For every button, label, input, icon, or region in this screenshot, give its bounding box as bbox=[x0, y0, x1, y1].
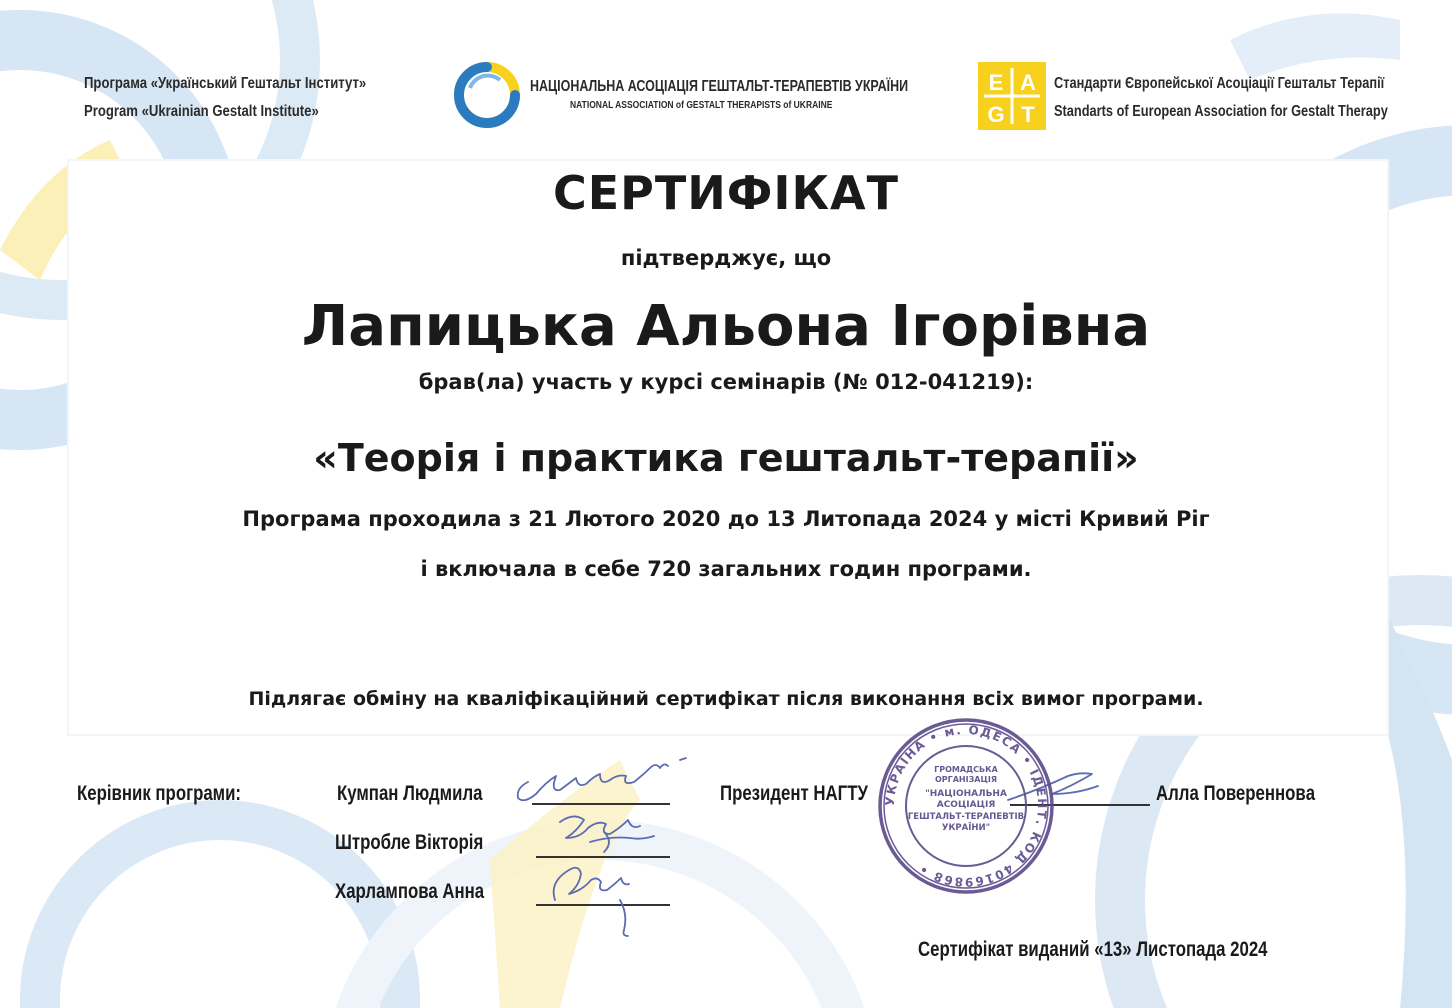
header-program-en: Program «Ukrainian Gestalt Institute» bbox=[84, 103, 319, 120]
naga-title bbox=[530, 78, 1015, 111]
program-hours-line: і включала в себе 720 загальних годин програми. bbox=[420, 557, 1032, 581]
header-eagt-standards bbox=[1054, 70, 1388, 126]
signature-line-2 bbox=[536, 856, 670, 858]
eagt-letter-g: G bbox=[987, 102, 1005, 127]
seal-line-1: ГРОМАДСЬКА bbox=[934, 765, 998, 774]
seal-line-2: ОРГАНІЗАЦІЯ bbox=[934, 775, 998, 784]
naga-title-uk: НАЦІОНАЛЬНА АСОЦІАЦІЯ ГЕШТАЛЬТ-ТЕРАПЕВТІВ УКРАЇНИ bbox=[530, 78, 909, 95]
signature-line-1 bbox=[532, 803, 670, 805]
naga-title-en: NATIONAL ASSOCIATION of GESTALT THERAPISTS of UKRAINE bbox=[570, 100, 833, 111]
course-title: «Теорія і практика гештальт-терапії» bbox=[313, 436, 1139, 480]
program-dates-line: Програма проходила з 21 Лютого 2020 до 13 Литопада 2024 у місті Кривий Ріг bbox=[242, 507, 1210, 531]
header-program-uk: Програма «Український Гештальт Інститут» bbox=[84, 75, 367, 92]
naga-logo-icon bbox=[450, 58, 524, 132]
eagt-letter-a: A bbox=[1020, 70, 1036, 95]
certificate-title: СЕРТИФІКАТ bbox=[552, 166, 900, 220]
eagt-letter-e: E bbox=[988, 70, 1004, 95]
seal-ring-text: УКРАЇНА • м. ОДЕСА • ІДЕНТ. КОД 40169868 • bbox=[882, 722, 1050, 890]
header-eagt-uk: Стандарти Європейської Асоціації Гештальт Терапії bbox=[1054, 75, 1385, 92]
recipient-name: Лапицька Альона Ігорівна bbox=[301, 294, 1151, 359]
header-eagt-en: Standarts of European Association for Gestalt Therapy bbox=[1054, 103, 1388, 120]
eagt-letter-t: T bbox=[1021, 102, 1035, 127]
header-program-ugi bbox=[84, 70, 366, 126]
issue-date: Сертифікат виданий «13» Листопада 2024 bbox=[918, 938, 1268, 961]
confirms-text: підтверджує, що bbox=[620, 246, 832, 270]
program-head-name-1: Кумпан Людмила bbox=[337, 782, 483, 805]
program-head-name-2: Штробле Вікторія bbox=[335, 831, 484, 854]
president-name: Алла Поверенновa bbox=[1156, 782, 1316, 805]
seal-line-3: "НАЦІОНАЛЬНА bbox=[925, 789, 1007, 799]
official-seal bbox=[874, 716, 1058, 896]
president-label: Президент НАГТУ bbox=[720, 782, 868, 805]
exchange-note: Підлягає обміну на кваліфікаційний сертифікат після виконання всіх вимог програми. bbox=[248, 688, 1204, 710]
program-head-label: Керівник програми: bbox=[77, 782, 242, 805]
eagt-logo-icon bbox=[978, 62, 1046, 130]
participation-text: брав(ла) участь у курсі семінарів (№ 012-041219): bbox=[418, 370, 1034, 394]
signature-line-3 bbox=[536, 904, 670, 906]
program-head-name-3: Харлампова Анна bbox=[335, 880, 485, 903]
seal-line-5: ГЕШТАЛЬТ-ТЕРАПЕВТІВ bbox=[907, 812, 1025, 822]
seal-line-6: УКРАЇНИ" bbox=[941, 823, 991, 833]
seal-line-4: АСОЦІАЦІЯ bbox=[936, 800, 996, 810]
